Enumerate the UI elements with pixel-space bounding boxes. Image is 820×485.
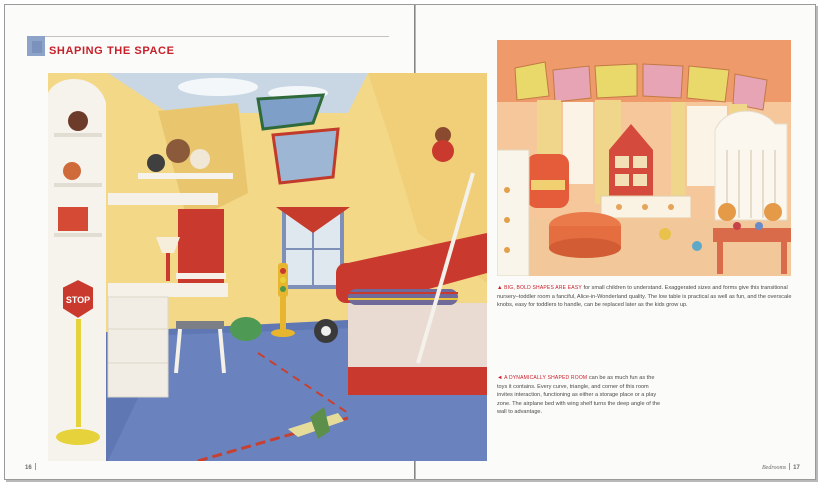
- stop-sign-text: STOP: [65, 295, 91, 305]
- caption-top-lead: BIG, BOLD SHAPES ARE EASY: [504, 285, 582, 291]
- caption-bottom-text: can be as much fun as the toys it contains. Every curve, triangle, and corner of this room invites interaction, functioning as either a storage place or a play zone. The airplane bed with wing shelf turns the deep angle of the wall to advantage.: [497, 375, 661, 416]
- page-number-right: 17: [793, 465, 800, 471]
- caption-top-arrow: ▲: [497, 285, 503, 291]
- caption-bottom-arrow: ◄: [497, 375, 503, 381]
- caption-top-text: for small children to understand. Exaggerated sizes and forms give this transitional nursery–toddler room a fanciful, Alice-in-Wonderland quality. The low table is practical as well as fun, and the overscale knobs, easy for toddlers to handle, can be replaced later as the kids grow up.: [497, 285, 792, 309]
- folio-right: [762, 463, 800, 471]
- book-spread: [4, 4, 816, 480]
- photo-airplane-bedroom: [48, 73, 487, 461]
- caption-bottom: [497, 374, 662, 417]
- folio-left: [25, 463, 39, 471]
- section-title: SHAPING THE SPACE: [49, 45, 175, 57]
- folio-divider-left: [35, 463, 36, 470]
- photo-nursery: [497, 40, 791, 276]
- caption-bottom-lead: A DYNAMICALLY SHAPED ROOM: [504, 375, 588, 381]
- folio-divider-right: [789, 463, 790, 470]
- page-number-left: 16: [25, 465, 32, 471]
- section-marker-inner: [32, 41, 42, 53]
- running-head: Bedrooms: [762, 465, 787, 471]
- caption-top: [497, 284, 797, 310]
